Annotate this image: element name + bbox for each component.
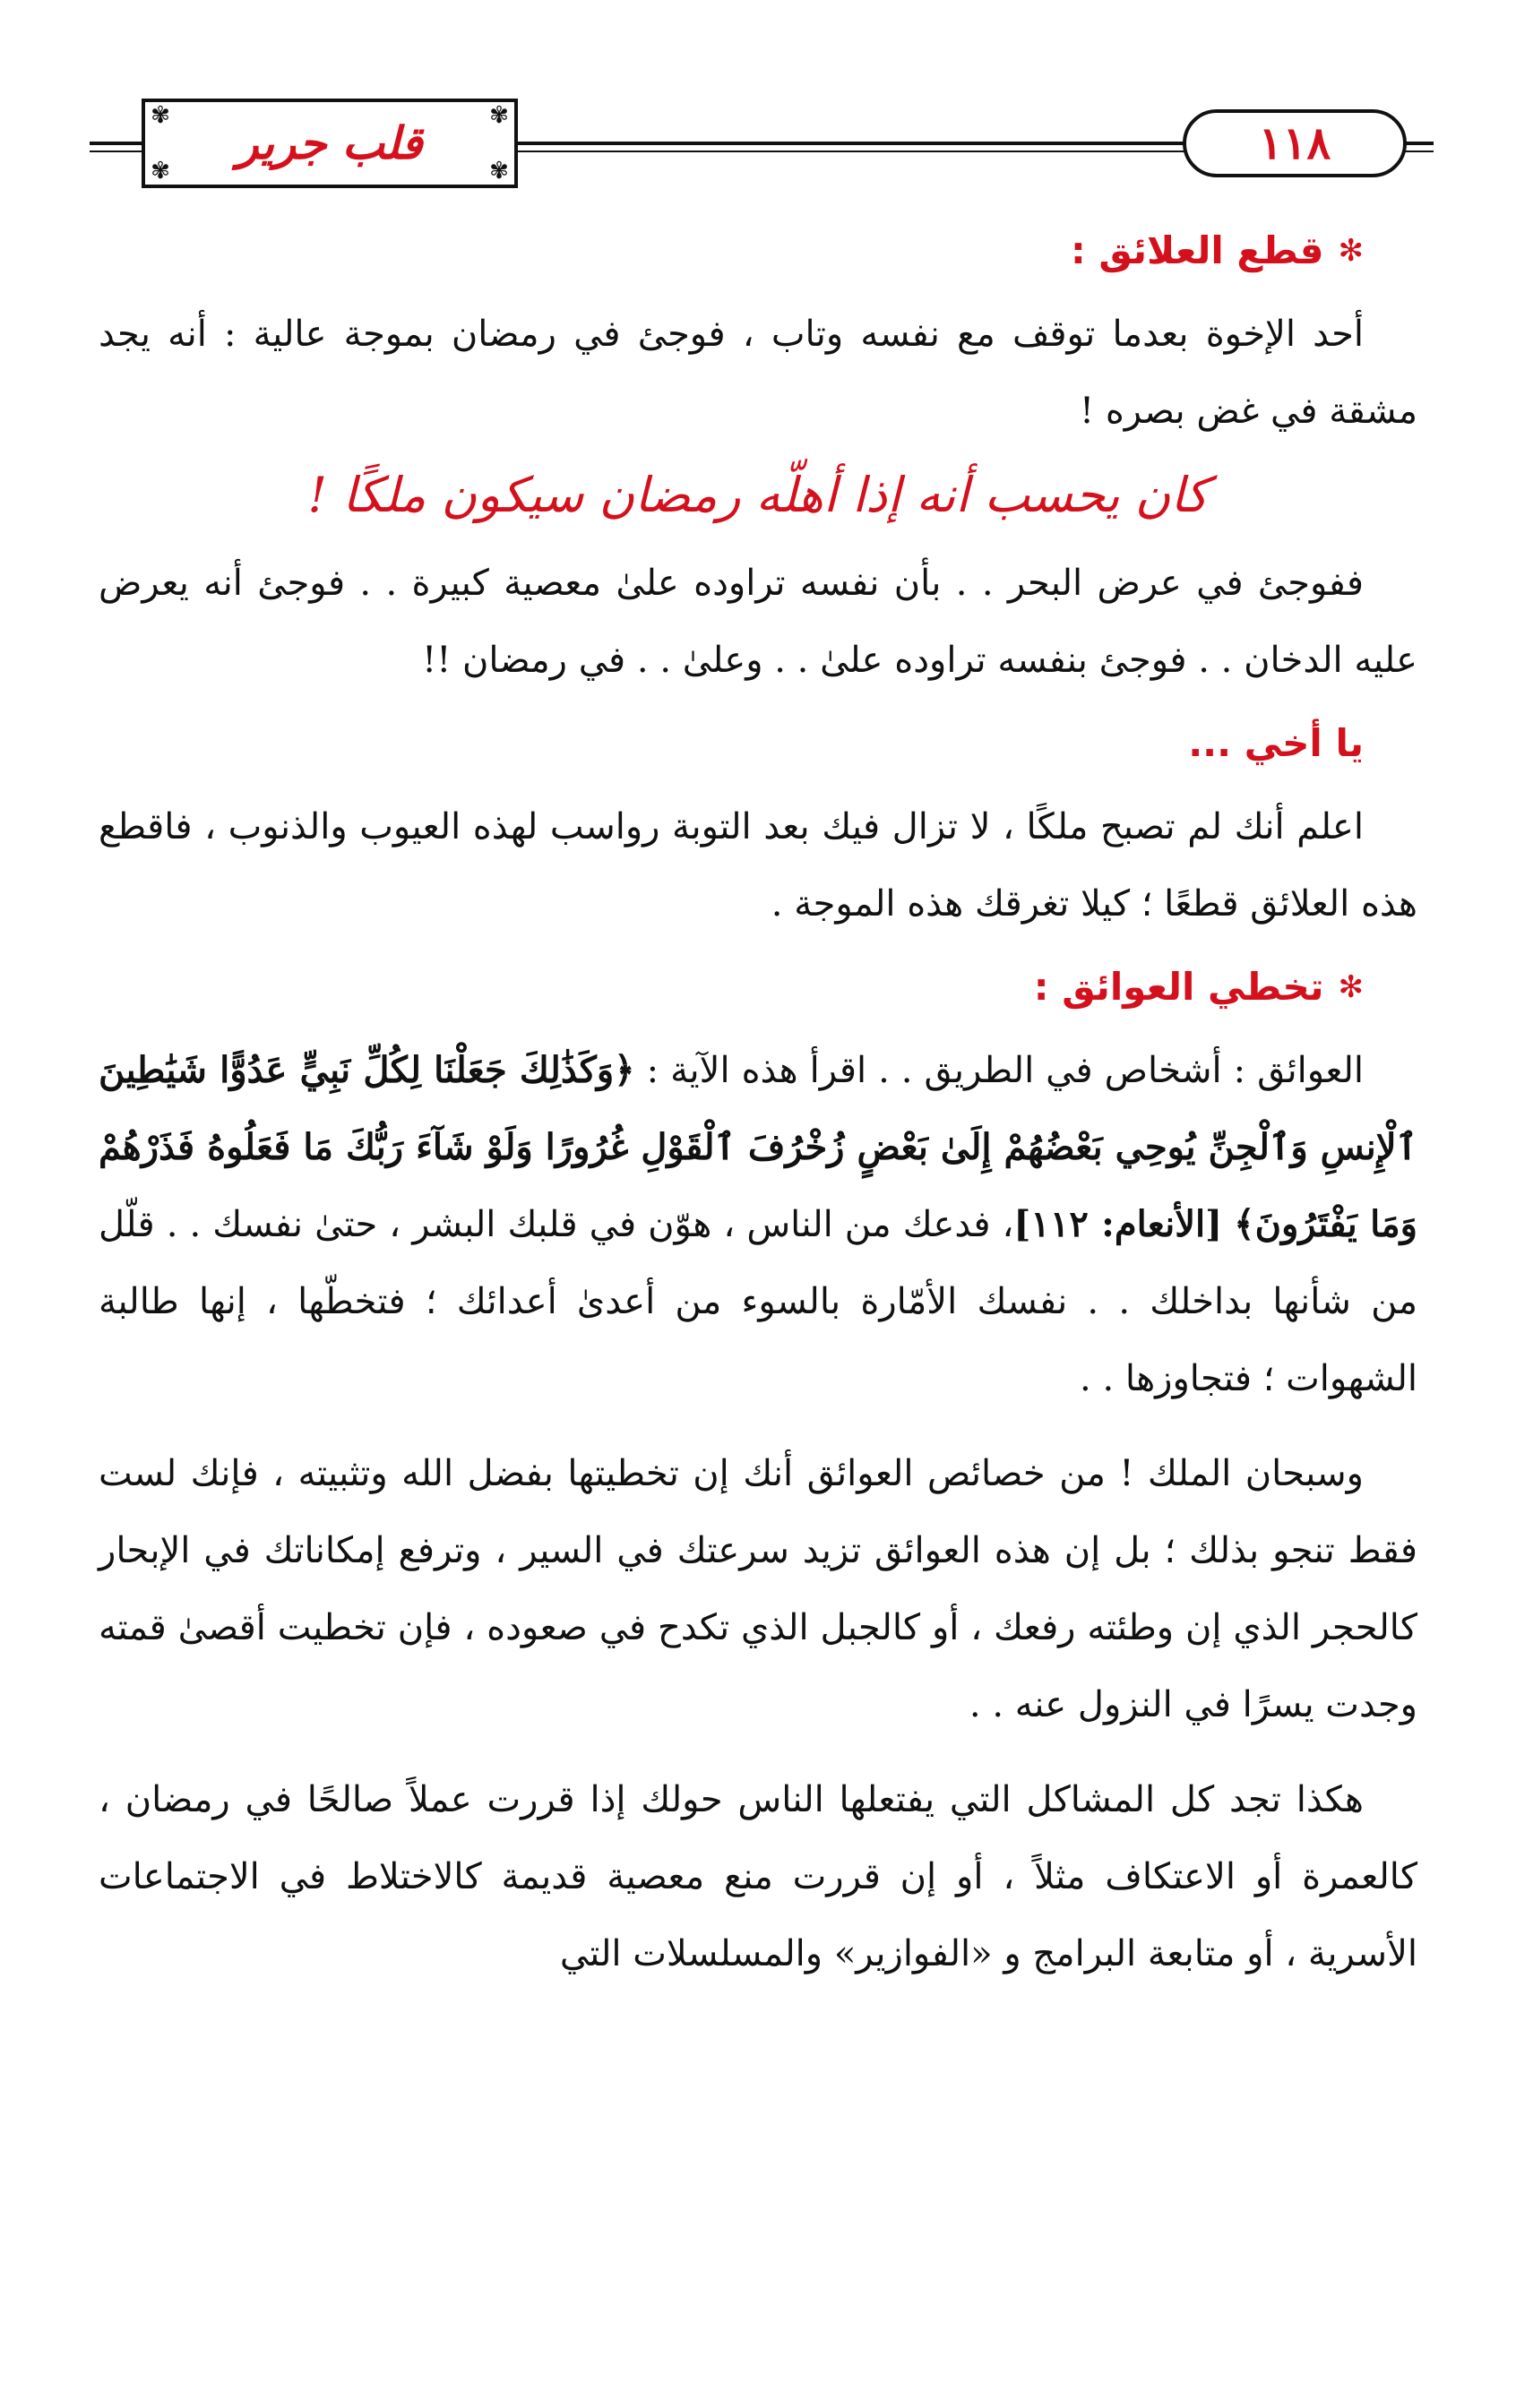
- ornament-icon: ✾: [151, 102, 170, 129]
- section-heading-text: يا أخي ...: [1188, 721, 1364, 765]
- paragraph: أحد الإخوة بعدما توقف مع نفسه وتاب ، فوجئ في رمضان بموجة عالية : أنه يجد مشقة في غض بصره !: [99, 314, 1417, 432]
- paragraph-text: العوائق : أشخاص في الطريق . . اقرأ هذه الآية :: [634, 1050, 1364, 1091]
- section-heading-text: قطع العلائق :: [1070, 228, 1324, 272]
- paragraph: وسبحان الملك ! من خصائص العوائق أنك إن تخطيتها بفضل الله وتثبيته ، فإنك لست فقط تنجو بذلك ؛ بل إن هذه العوائق تزيد سرعتك في السير ، وترفع إمكاناتك في الإبحار كالحجر الذي إن وطئته رفعك ، أو كالجبل الذي تكدح في صعوده ، فإن تخطيت أقصىٰ قمته وجدت يسرًا في النزول عنه . .: [99, 1453, 1417, 1725]
- section-heading: [99, 960, 1417, 1014]
- page-body: [99, 224, 1417, 1992]
- paragraph: اعلم أنك لم تصبح ملكًا ، لا تزال فيك بعد التوبة رواسب لهذه العيوب والذنوب ، فاقطع هذه العلائق قطعًا ؛ كيلا تغرقك هذه الموجة .: [99, 806, 1417, 924]
- book-title-frame: [142, 99, 518, 188]
- ornament-icon: ✾: [489, 102, 509, 129]
- asterisk-icon: ✻: [1338, 233, 1364, 269]
- section-heading: [99, 717, 1417, 770]
- section-heading-text: تخطي العوائق :: [1033, 965, 1324, 1009]
- asterisk-icon: ✻: [1338, 969, 1364, 1005]
- paragraph: هكذا تجد كل المشاكل التي يفتعلها الناس حولك إذا قررت عملاً صالحًا في رمضان ، كالعمرة أو الاعتكاف مثلاً ، أو إن قررت منع معصية قديمة كالاختلاط في الاجتماعات الأسرية ، أو متابعة البرامج و «الفوازير» والمسلسلات التي: [99, 1779, 1417, 1974]
- page-number: ١١٨: [1258, 116, 1331, 169]
- book-title: قلب جرير: [237, 116, 423, 169]
- verse-reference: [الأنعام: ١١٢]: [1013, 1203, 1223, 1245]
- ornament-icon: ✾: [151, 158, 170, 185]
- ornament-icon: ✾: [489, 158, 509, 185]
- paragraph-text: ، فدعك من الناس ، هوّن في قلبك البشر ، حتىٰ نفسك . . قلّل من شأنها بداخلك . . نفسك الأمّارة بالسوء من أعدىٰ أعدائك ؛ فتخطّها ، إنها طالبة الشهوات ؛ فتجاوزها . .: [99, 1204, 1417, 1399]
- section-heading: [99, 224, 1417, 278]
- paragraph-with-ayah: [99, 1032, 1417, 1417]
- page-header: [90, 90, 1434, 197]
- paragraph: ففوجئ في عرض البحر . . بأن نفسه تراوده علىٰ معصية كبيرة . . فوجئ أنه يعرض عليه الدخان . . فوجئ بنفسه تراوده علىٰ . . وعلىٰ . . في رمضان !!: [99, 563, 1417, 681]
- quran-verse: ﴿وَكَذَٰلِكَ جَعَلْنَا لِكُلِّ نَبِيٍّ عَدُوًّا شَيَٰطِينَ ٱلْإِنسِ وَٱلْجِنِّ يُوحِي بَعْضُهُمْ إِلَىٰ بَعْضٍ زُخْرُفَ ٱلْقَوْلِ غُرُورًا وَلَوْ شَآءَ رَبُّكَ مَا فَعَلُوهُ فَذَرْهُمْ وَمَا يَفْتَرُونَ﴾: [99, 1049, 1417, 1245]
- highlighted-quote: كان يحسب أنه إذا أهلّه رمضان سيكون ملكًا !: [307, 467, 1209, 523]
- page-number-frame: [1183, 109, 1407, 177]
